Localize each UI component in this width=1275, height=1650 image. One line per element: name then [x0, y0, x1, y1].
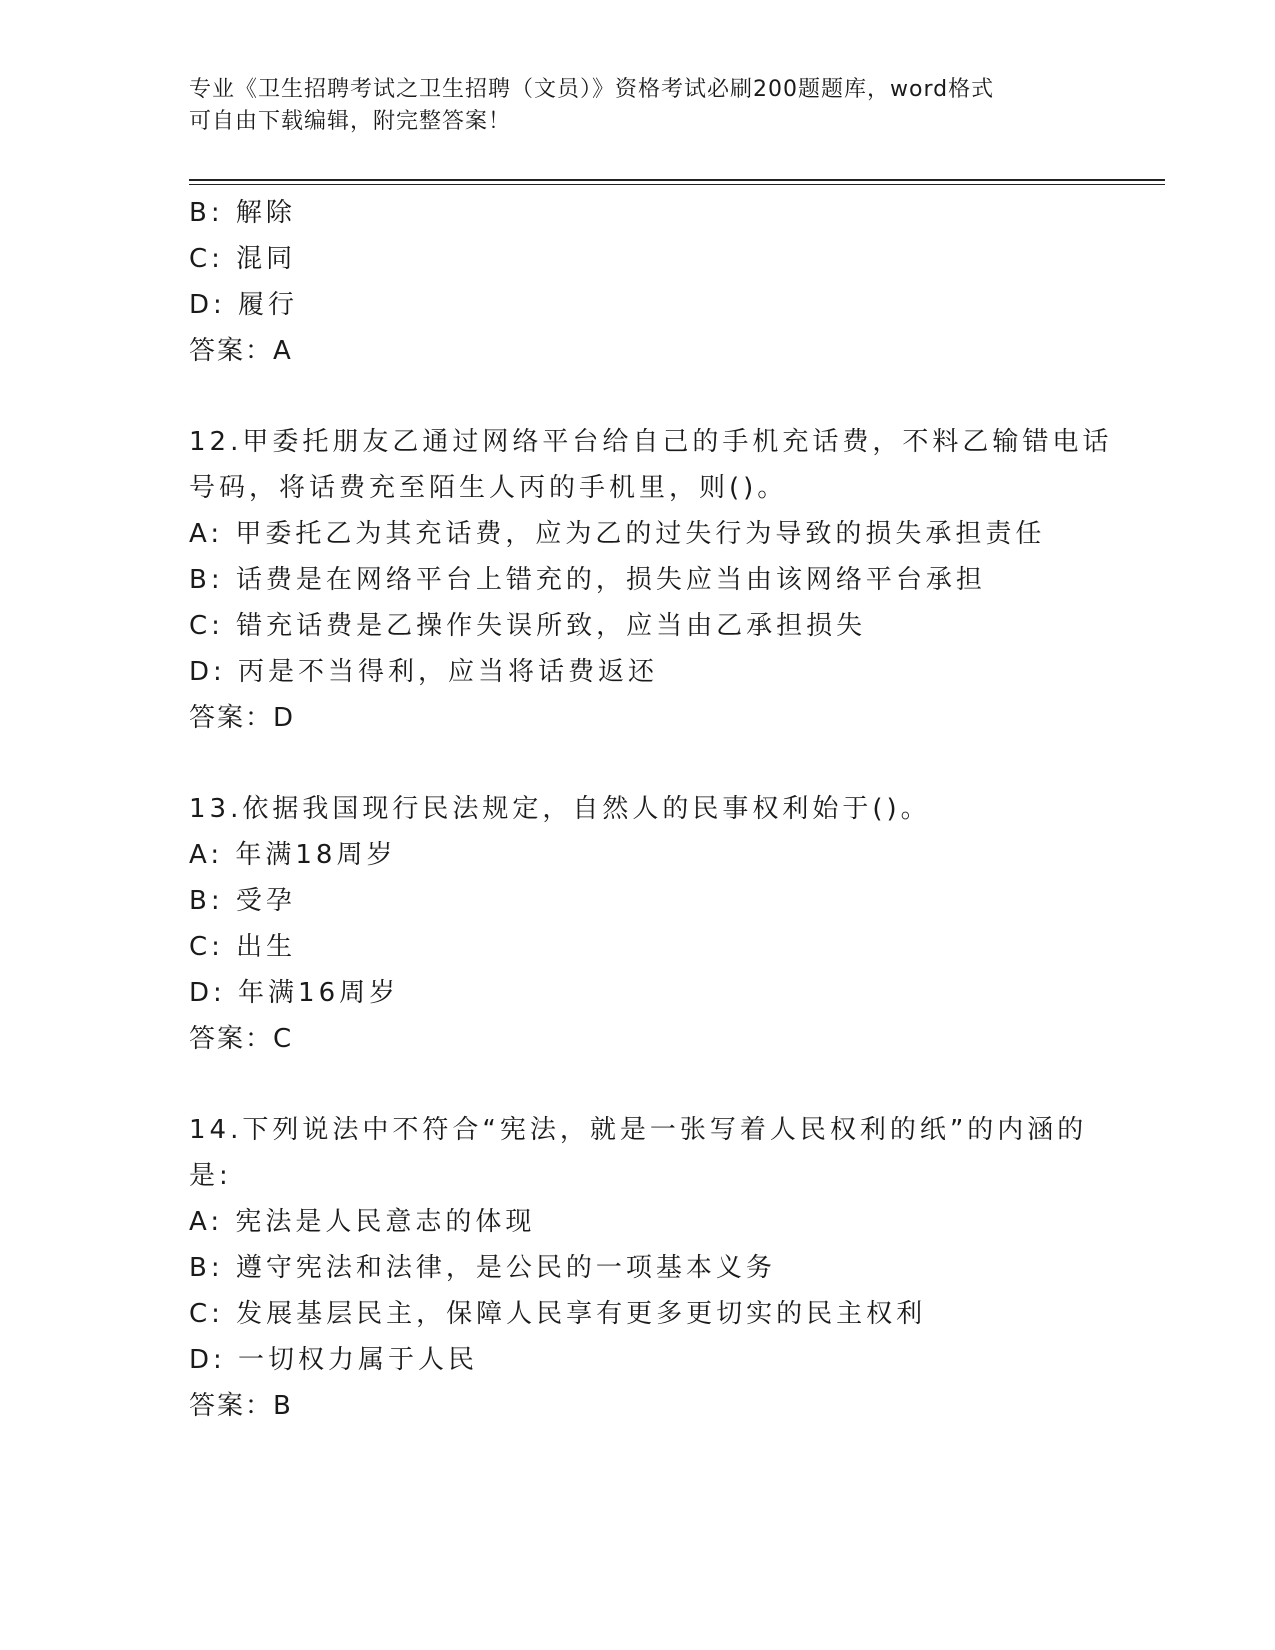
header-title-line-2: 可自由下载编辑，附完整答案！	[189, 109, 512, 134]
option-d: D: 一切权力属于人民	[189, 1345, 479, 1375]
option-c: C: 出生	[189, 932, 297, 962]
option-a: A: 年满18周岁	[189, 840, 397, 870]
option-a: A: 宪法是人民意志的体现	[189, 1207, 536, 1237]
option-d: D: 年满16周岁	[189, 978, 400, 1008]
question-stem-line: 号码，将话费充至陌生人丙的手机里，则()。	[189, 473, 788, 503]
question-13	[189, 786, 1089, 1062]
question-stem-line: 13.依据我国现行民法规定，自然人的民事权利始于()。	[189, 794, 931, 824]
option-a: A: 甲委托乙为其充话费，应为乙的过失行为导致的损失承担责任	[189, 519, 1046, 549]
question-stem-line: 是:	[189, 1161, 232, 1191]
document-header	[189, 74, 1089, 138]
option-b: B: 遵守宪法和法律，是公民的一项基本义务	[189, 1253, 776, 1283]
option-d: D: 履行	[189, 290, 299, 320]
option-b: B: 话费是在网络平台上错充的，损失应当由该网络平台承担	[189, 565, 986, 595]
option-d: D: 丙是不当得利，应当将话费返还	[189, 657, 659, 687]
option-c: C: 混同	[189, 244, 297, 274]
option-b: B: 解除	[189, 198, 296, 228]
option-c: C: 错充话费是乙操作失误所致，应当由乙承担损失	[189, 611, 867, 641]
question-11	[189, 190, 1089, 374]
option-c: C: 发展基层民主，保障人民享有更多更切实的民主权利	[189, 1299, 927, 1329]
question-stem-line: 14.下列说法中不符合“宪法，就是一张写着人民权利的纸”的内涵的	[189, 1115, 1088, 1145]
answer-line: 答案：C	[189, 1024, 294, 1054]
answer-line: 答案：B	[189, 1391, 293, 1421]
header-divider	[189, 179, 1165, 181]
question-stem-line: 12.甲委托朋友乙通过网络平台给自己的手机充话费，不料乙输错电话	[189, 427, 1113, 457]
question-list	[189, 190, 1113, 1429]
question-12	[189, 419, 1113, 741]
answer-line: 答案：D	[189, 703, 296, 733]
answer-line: 答案：A	[189, 336, 293, 366]
header-divider-thin	[189, 184, 1165, 185]
option-b: B: 受孕	[189, 886, 296, 916]
header-title-line-1: 专业《卫生招聘考试之卫生招聘（文员）》资格考试必刷200题题库，word格式	[189, 77, 995, 102]
question-14	[189, 1107, 1089, 1429]
